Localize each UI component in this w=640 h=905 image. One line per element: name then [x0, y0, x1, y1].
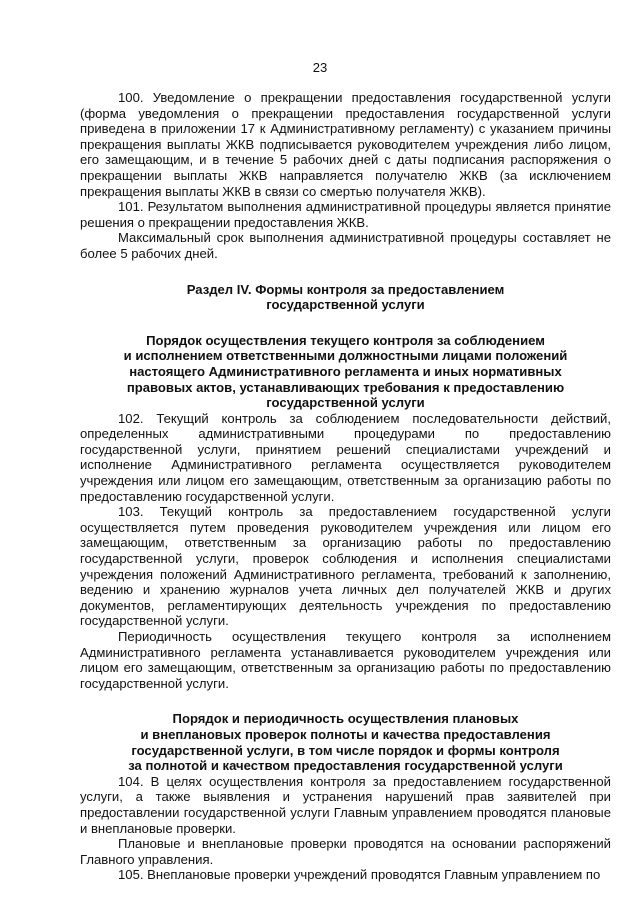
heading-line: и исполнением ответственными должностными лицами положений	[123, 348, 568, 364]
planned-inspections-heading	[80, 711, 611, 773]
current-control-heading	[80, 333, 611, 411]
paragraph-104: 104. В целях осуществления контроля за предоставлением государственной услуги, а также выявления и устранения нарушений прав заявителей при предоставлении государственной услуги Главным управлением проводятся плановые и внеплановые проверки.	[80, 773, 611, 836]
heading-line: и внеплановых проверок полноты и качества предоставления	[140, 726, 551, 742]
heading-line: государственной услуги	[266, 395, 425, 411]
paragraph-100: 100. Уведомление о прекращении предоставления государственной услуги (форма уведомления о прекращении предоставления государственной услуги приведена в приложении 17 к Административному регламенту) с указанием причины прекращения выплаты ЖКВ подписывается руководителем учреждения либо лицом, его замещающим, и в течение 5 рабочих дней с даты подписания распоряжения о прекращении выплаты ЖКВ направляется получателю ЖКВ (за исключением прекращения выплаты ЖКВ в связи со смертью получателя ЖКВ).	[80, 90, 611, 199]
page-number: 23	[312, 60, 328, 75]
spacer	[80, 691, 611, 711]
spacer	[80, 313, 611, 333]
heading-line: Порядок осуществления текущего контроля за соблюдением	[146, 332, 545, 348]
heading-line: Раздел IV. Формы контроля за предоставлением	[186, 281, 505, 297]
paragraph-105: 105. Внеплановые проверки учреждений проводятся Главным управлением по	[118, 867, 601, 883]
spacer	[80, 262, 611, 282]
document-body	[80, 90, 611, 883]
paragraph-periodicity: Периодичность осуществления текущего контроля за исполнением Административного регламента устанавливается руководителем учреждения или лицом его замещающим, ответственным за организацию работы по предоставлению государственной услуги.	[80, 629, 611, 691]
paragraph-101: 101. Результатом выполнения административной процедуры является принятие решения о прекращении предоставления ЖКВ.	[80, 199, 611, 230]
heading-line: правовых актов, устанавливающих требования к предоставлению	[126, 379, 565, 395]
heading-line: Порядок и периодичность осуществления плановых	[172, 711, 519, 727]
paragraph-max-term: Максимальный срок выполнения административной процедуры составляет не более 5 рабочих дней.	[80, 230, 611, 261]
section-iv-heading	[80, 282, 611, 313]
heading-line: настоящего Административного регламента и иных нормативных	[129, 363, 562, 379]
paragraph-inspections-basis: Плановые и внеплановые проверки проводятся на основании распоряжений Главного управления.	[80, 836, 611, 867]
heading-line: за полнотой и качеством предоставления государственной услуги	[128, 758, 563, 774]
heading-line: государственной услуги	[266, 297, 425, 313]
paragraph-103: 103. Текущий контроль за предоставлением государственной услуги осуществляется путем проведения руководителем учреждения или лицом его замещающим, ответственным за организацию работы по предоставлению государственной услуги, проверок соблюдения и исполнения специалистами учреждения положений Административного регламента, требований к заполнению, ведению и хранению журналов учета личных дел получателей ЖКВ и других документов, регламентирующих деятельность учреждения по предоставлению государственной услуги.	[80, 504, 611, 629]
paragraph-102: 102. Текущий контроль за соблюдением последовательности действий, определенных административными процедурами по предоставлению государственной услуги, принятием решений специалистами учреждений и исполнение Административного регламента осуществляется руководителем учреждения или лицом его замещающим, ответственным за организацию работы по предоставлению государственной услуги.	[80, 410, 611, 504]
heading-line: государственной услуги, в том числе порядок и формы контроля	[131, 742, 560, 758]
